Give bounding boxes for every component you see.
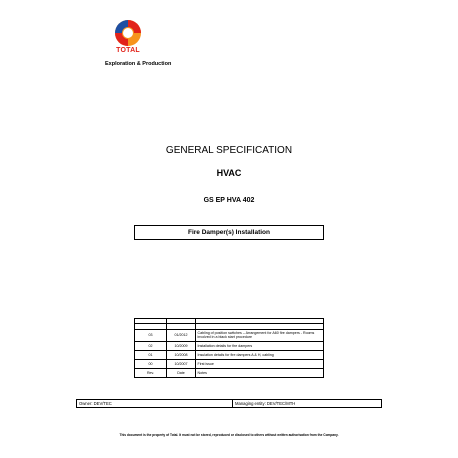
table-row <box>135 359 324 368</box>
owner-field: Owner: DEV/TEC <box>77 400 233 407</box>
rev-cell: 01 <box>135 350 167 359</box>
document-discipline: HVAC <box>216 168 242 178</box>
notes-cell: First issue <box>196 359 324 368</box>
rev-cell: 03 <box>135 329 167 341</box>
date-cell: 01/2012 <box>167 329 196 341</box>
table-row <box>135 350 324 359</box>
table-header-row <box>135 368 324 377</box>
ownership-box <box>76 399 382 408</box>
date-cell: 10/2009 <box>167 341 196 350</box>
notes-header: Notes <box>196 368 324 377</box>
logo-wordmark: TOTAL <box>116 47 140 54</box>
division-name: Exploration & Production <box>105 61 172 67</box>
date-cell: 10/2007 <box>167 359 196 368</box>
document-number: GS EP HVA 402 <box>203 197 255 204</box>
notes-cell: Cabling of position switches – Arrangement for A60 fire dampers - Rooms involved in a black start procedure <box>196 329 324 341</box>
revision-table <box>134 318 324 378</box>
managing-entity-field: Managing entity: DEV/TEC/MTH <box>235 401 296 406</box>
rev-cell: 02 <box>135 341 167 350</box>
notes-cell: Installation details for fire dampers <box>196 341 324 350</box>
document-title: Fire Damper(s) Installation <box>134 225 324 240</box>
date-cell: 10/2008 <box>167 350 196 359</box>
rev-header: Rev. <box>135 368 167 377</box>
rev-cell: 00 <box>135 359 167 368</box>
document-category: GENERAL SPECIFICATION <box>165 145 293 156</box>
table-row <box>135 341 324 350</box>
date-header: Date <box>167 368 196 377</box>
notes-cell: Insulation details for fire dampers A & H, cabling <box>196 350 324 359</box>
property-notice: This document is the property of Total. It must not be stored, reproduced or disclosed to others without written authorisation from the Company. <box>119 433 339 437</box>
table-row <box>135 329 324 341</box>
